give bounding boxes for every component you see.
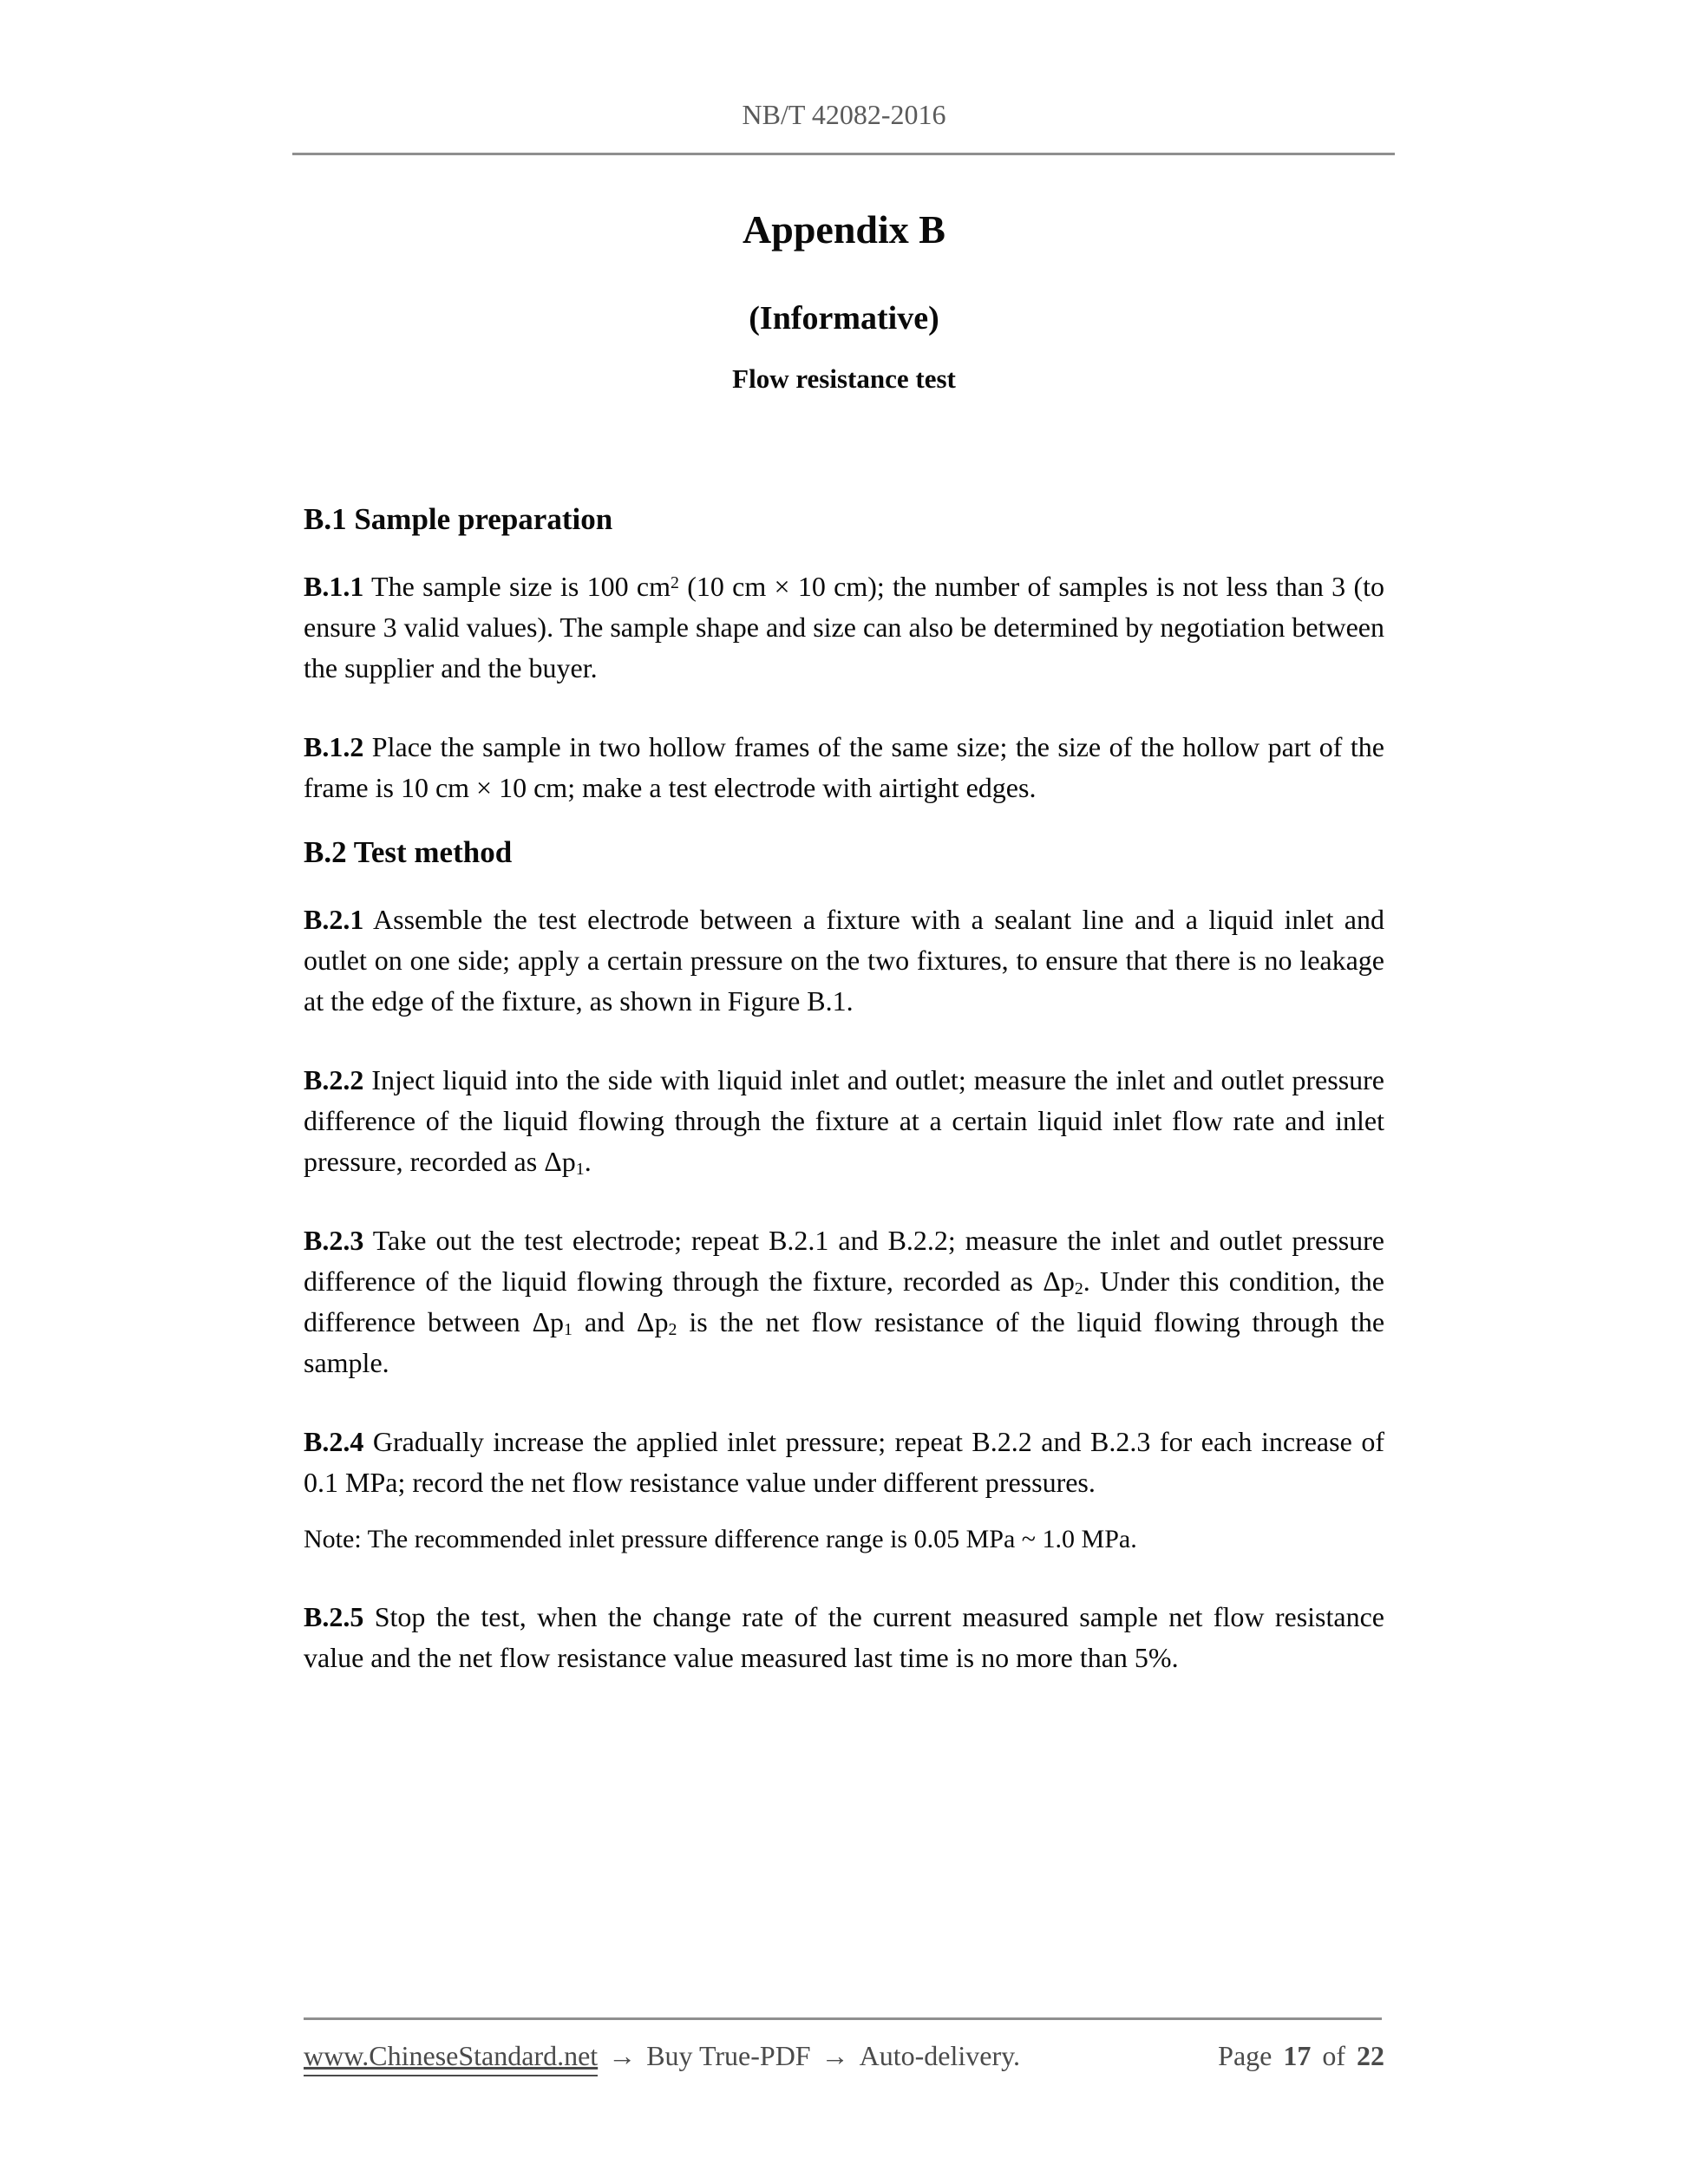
document-body (304, 501, 1384, 1678)
body-paragraph (304, 1422, 1384, 1503)
clause-label: B.2.5 (304, 1601, 364, 1632)
text-run: Stop the test, when the change rate of the current measured sample net flow resistance value and the net flow resistance value measured last time is no more than 5%. (304, 1601, 1384, 1673)
clause-label: B.2.1 (304, 904, 364, 935)
footer-left (304, 2038, 1020, 2076)
arrow-right-icon: → (608, 2040, 637, 2071)
text-run: The sample size is 100 cm (363, 571, 671, 602)
superscript-run: 2 (671, 573, 679, 593)
website-link[interactable]: www.ChineseStandard.net (304, 2038, 598, 2076)
text-run: Place the sample in two hollow frames of the same size; the size of the hollow part of the frame is 10 cm × 10 cm; make a test electrode with airtight edges. (304, 731, 1384, 803)
content-area (304, 206, 1384, 1678)
clause-label: B.1.1 (304, 571, 364, 602)
clause-label: B.2 Test method (304, 835, 513, 869)
clause-label: B.1 Sample preparation (304, 502, 613, 536)
text-run: (10 cm × 10 cm); the number of samples is not less than 3 (to ensure 3 valid values). The sample shape and size can also be determined by negotiation between the supplier and the buyer. (304, 571, 1385, 683)
page-number: 17 (1283, 2040, 1312, 2071)
standard-code: NB/T 42082-2016 (742, 99, 946, 130)
clause-label: B.2.4 (304, 1426, 364, 1457)
subscript-run: 2 (1074, 1278, 1083, 1298)
footer-action-delivery: Auto-delivery. (859, 2040, 1021, 2071)
body-paragraph (304, 1220, 1384, 1383)
informative-label: (Informative) (749, 300, 939, 337)
page-header (0, 97, 1688, 132)
section-heading (304, 501, 1384, 538)
arrow-right-icon: → (821, 2040, 849, 2071)
body-paragraph (304, 1060, 1384, 1182)
body-paragraph (304, 727, 1384, 808)
document-subtitle: Flow resistance test (732, 363, 956, 394)
text-run: Take out the test electrode; repeat B.2.1 and B.2.2; measure the inlet and outlet pressure difference of the liquid flowing through the fixture, recorded as Δp (304, 1225, 1384, 1297)
text-run: and Δp (572, 1306, 669, 1337)
footer-rule (304, 2017, 1382, 2020)
text-run: . (584, 1146, 592, 1177)
page-footer (304, 2038, 1384, 2076)
subscript-run: 1 (575, 1159, 585, 1179)
footer-action-buy: Buy True-PDF (646, 2040, 811, 2071)
text-run: Gradually increase the applied inlet pressure; repeat B.2.2 and B.2.3 for each increase of 0.1 MPa; record the net flow resistance value under different pressures. (304, 1426, 1384, 1498)
page-total: 22 (1357, 2040, 1384, 2071)
body-paragraph (304, 899, 1384, 1022)
page-indicator (1218, 2038, 1384, 2073)
body-paragraph (304, 566, 1384, 689)
text-run: . Under this condition, the difference between Δp (304, 1265, 1385, 1337)
note-paragraph (304, 1520, 1384, 1559)
section-heading (304, 834, 1384, 871)
clause-label: B.2.2 (304, 1064, 364, 1095)
text-run: Assemble the test electrode between a fixture with a sealant line and a liquid inlet and outlet on one side; apply a certain pressure on the two fixtures, to ensure that there is no leakage at the edge of the fixture, as shown in Figure B.1. (304, 904, 1384, 1017)
text-run: Note: The recommended inlet pressure difference range is 0.05 MPa ~ 1.0 MPa. (304, 1525, 1137, 1553)
text-run: is the net flow resistance of the liquid flowing through the sample. (304, 1306, 1385, 1378)
page-word: Page (1218, 2040, 1273, 2071)
clause-label: B.2.3 (304, 1225, 364, 1256)
header-rule (292, 153, 1395, 155)
clause-label: B.1.2 (304, 731, 364, 762)
subscript-run: 1 (564, 1319, 572, 1339)
subscript-run: 2 (668, 1319, 677, 1339)
appendix-title: Appendix B (743, 207, 945, 252)
text-run: Inject liquid into the side with liquid inlet and outlet; measure the inlet and outlet pressure difference of the liquid flowing through the fixture at a certain liquid inlet flow rate and inlet pressure, recorded as Δp (304, 1064, 1384, 1177)
body-paragraph (304, 1597, 1384, 1678)
of-word: of (1322, 2040, 1345, 2071)
